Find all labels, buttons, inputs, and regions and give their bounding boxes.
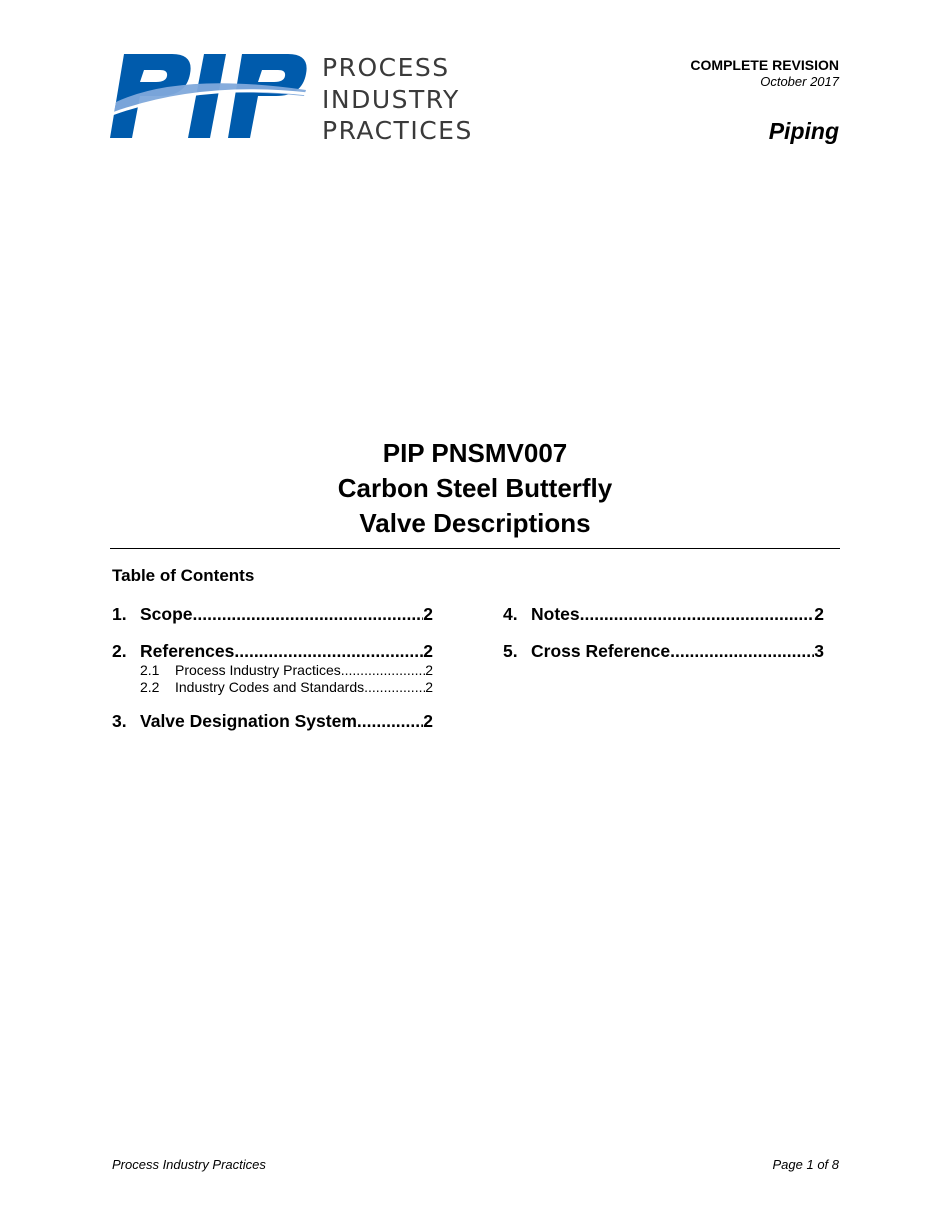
pip-logo-mark [110, 52, 310, 144]
revision-label: COMPLETE REVISION [690, 57, 839, 73]
toc-leader-dots [341, 662, 425, 679]
toc-leader-dots [193, 603, 424, 625]
toc-leader-dots [234, 640, 423, 662]
toc-entry-number: 5. [503, 641, 518, 661]
toc-subentry-page: 2 [425, 662, 433, 678]
toc-entry-number: 3. [112, 711, 127, 731]
revision-date: October 2017 [760, 74, 839, 89]
toc-subentry-title: Process Industry Practices [175, 662, 341, 678]
logo-line-process: PROCESS [322, 53, 450, 82]
toc-column-left [112, 603, 433, 732]
toc-leader-dots [364, 679, 425, 696]
toc-entry-title: References [140, 641, 235, 661]
revision-block [690, 57, 839, 89]
logo-line-practices: PRACTICES [322, 116, 473, 145]
title-divider [110, 548, 840, 549]
toc-heading: Table of Contents [112, 566, 255, 585]
toc-entry-number: 2. [112, 641, 127, 661]
toc-leader-dots [670, 640, 814, 662]
toc-entry-page: 3 [814, 641, 824, 661]
toc-entry-title: Valve Designation System [140, 711, 357, 731]
footer-page-number: Page 1 of 8 [772, 1157, 839, 1172]
toc-leader-dots [357, 710, 423, 732]
toc-leader-dots [580, 603, 815, 625]
toc-entry-notes[interactable] [503, 603, 824, 625]
toc-entry-page: 2 [423, 641, 433, 661]
toc-subentry-page: 2 [425, 679, 433, 695]
toc-subentry-number: 2.2 [140, 679, 160, 695]
logo-line-industry: INDUSTRY [322, 84, 460, 114]
document-title [0, 436, 950, 541]
document-category: Piping [768, 118, 839, 144]
toc-entry-page: 2 [423, 604, 433, 624]
toc-entry-valve-designation-system[interactable] [112, 710, 433, 732]
toc-subentry-industry-codes[interactable] [112, 679, 433, 696]
toc-entry-page: 2 [814, 604, 824, 624]
toc-entry-references[interactable] [112, 640, 433, 662]
toc-entry-title: Cross Reference [531, 641, 671, 661]
title-line-3: Valve Descriptions [359, 508, 591, 538]
toc-column-right [503, 603, 824, 662]
toc-entry-number: 4. [503, 604, 518, 624]
toc-entry-number: 1. [112, 604, 127, 624]
toc-entry-scope[interactable] [112, 603, 433, 625]
toc-subentry-number: 2.1 [140, 662, 160, 678]
toc-subentry-title: Industry Codes and Standards [175, 679, 365, 695]
footer-organization: Process Industry Practices [112, 1157, 266, 1172]
toc-entry-page: 2 [423, 711, 433, 731]
pip-logo [110, 52, 490, 144]
toc-entry-title: Notes [531, 604, 580, 624]
title-line-2: Carbon Steel Butterfly [337, 473, 613, 503]
toc-subentry-process-industry-practices[interactable] [112, 662, 433, 679]
toc-entry-cross-reference[interactable] [503, 640, 824, 662]
toc-entry-title: Scope [140, 604, 193, 624]
logo-wordmark [322, 52, 473, 147]
title-line-1: PIP PNSMV007 [382, 438, 568, 468]
